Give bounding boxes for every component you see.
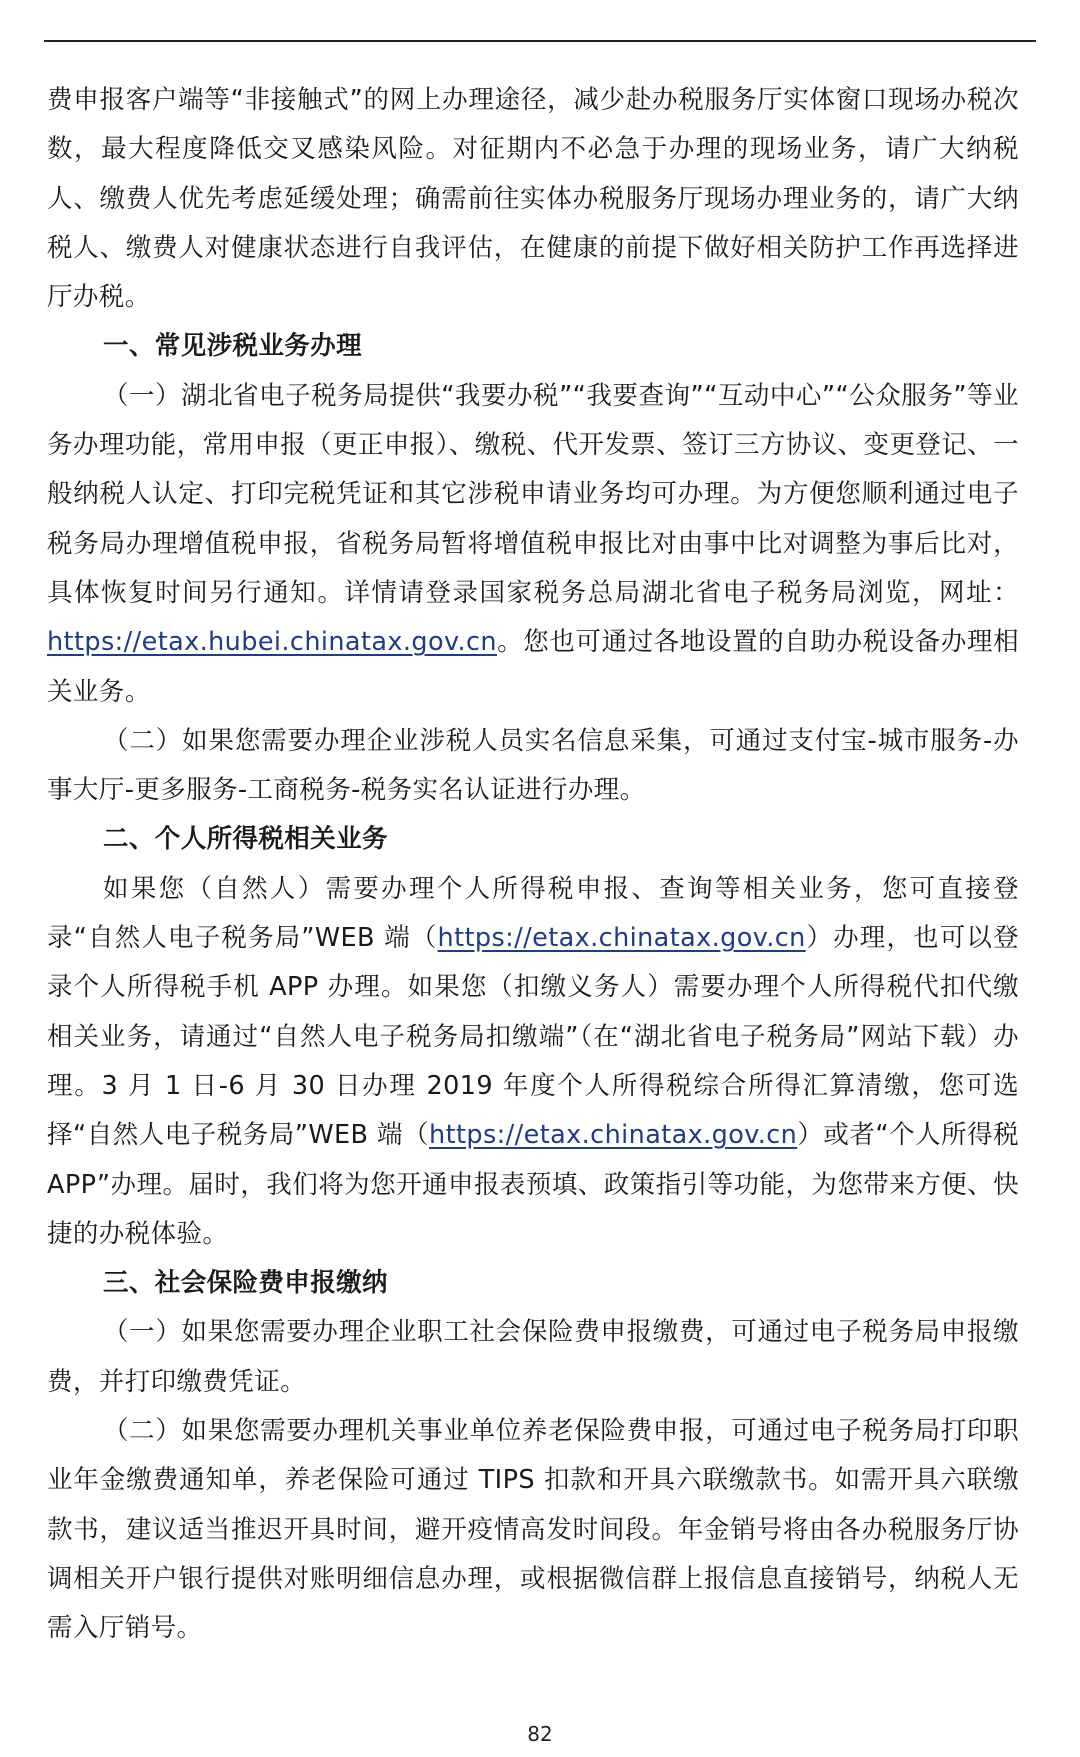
etax-link-1[interactable]: https://etax.chinatax.gov.cn [437,923,806,954]
document-body [47,76,1019,1654]
section-heading-3: 三、社会保险费申报缴纳 [103,1268,388,1299]
paragraph-2-part-b: ）办理，也可以登录个人所得税手机 APP 办理。如果您（扣缴义务人）需要办理个人所得税代扣代缴相关业务，请通过“自然人电子税务局扣缴端”（在“湖北省电子税务局”网站下载）办理。3 月 1 日-6 月 30 日办理 2019 年度个人所得税综合所得汇算清缴，您可选择“自然人电子税务局”WEB 端（ [47,923,1019,1151]
paragraph-2-part-a: 如果您（自然人）需要办理个人所得税申报、查询等相关业务，您可直接登录“自然人电子税务局”WEB 端（ [47,873,1019,954]
paragraph-2 [47,865,1019,1259]
paragraph-intro: 费申报客户端等“非接触式”的网上办理途径，减少赴办税服务厅实体窗口现场办税次数，最大程度降低交叉感染风险。对征期内不必急于办理的现场业务，请广大纳税人、缴费人优先考虑延缓处理；确需前往实体办税服务厅现场办理业务的，请广大纳税人、缴费人对健康状态进行自我评估，在健康的前提下做好相关防护工作再选择进厅办税。 [47,85,1019,313]
page-number: 82 [527,1722,553,1746]
section-heading-2: 二、个人所得税相关业务 [103,824,388,855]
top-divider [44,40,1036,42]
section-heading-1: 一、常见涉税业务办理 [103,331,363,362]
paragraph-1-2: （二）如果您需要办理企业涉税人员实名信息采集，可通过支付宝-城市服务-办事大厅-更多服务-工商税务-税务实名认证进行办理。 [47,725,1019,806]
paragraph-1-1 [47,372,1019,717]
etax-link-2[interactable]: https://etax.chinatax.gov.cn [429,1120,798,1151]
paragraph-3-1: （一）如果您需要办理企业职工社会保险费申报缴费，可通过电子税务局申报缴费，并打印缴费凭证。 [47,1317,1019,1397]
paragraph-2-part-c: ）或者“个人所得税 APP”办理。届时，我们将为您开通申报表预填、政策指引等功能，为您带来方便、快捷的办税体验。 [47,1120,1020,1249]
hubei-etax-link[interactable]: https://etax.hubei.chinatax.gov.cn [47,627,497,658]
paragraph-1-1-tail: 。您也可通过各地设置的自助办税设备办理相关业务。 [47,627,1019,707]
paragraph-3-2: （二）如果您需要办理机关事业单位养老保险费申报，可通过电子税务局打印职业年金缴费通知单，养老保险可通过 TIPS 扣款和开具六联缴款书。如需开具六联缴款书，建议适当推迟开具时间，避开疫情高发时间段。年金销号将由各办税服务厅协调相关开户银行提供对账明细信息办理，或根据微信群上报信息直接销号，纳税人无需入厅销号。 [47,1416,1019,1644]
paragraph-1-1-text: （一）湖北省电子税务局提供“我要办税”“我要查询”“互动中心”“公众服务”等业务办理功能，常用申报（更正申报）、缴税、代开发票、签订三方协议、变更登记、一般纳税人认定、打印完税凭证和其它涉税申请业务均可办理。为方便您顺利通过电子税务局办理增值税申报，省税务局暂将增值税申报比对由事中比对调整为事后比对，具体恢复时间另行通知。详情请登录国家税务总局湖北省电子税务局浏览，网址： [47,380,1019,608]
